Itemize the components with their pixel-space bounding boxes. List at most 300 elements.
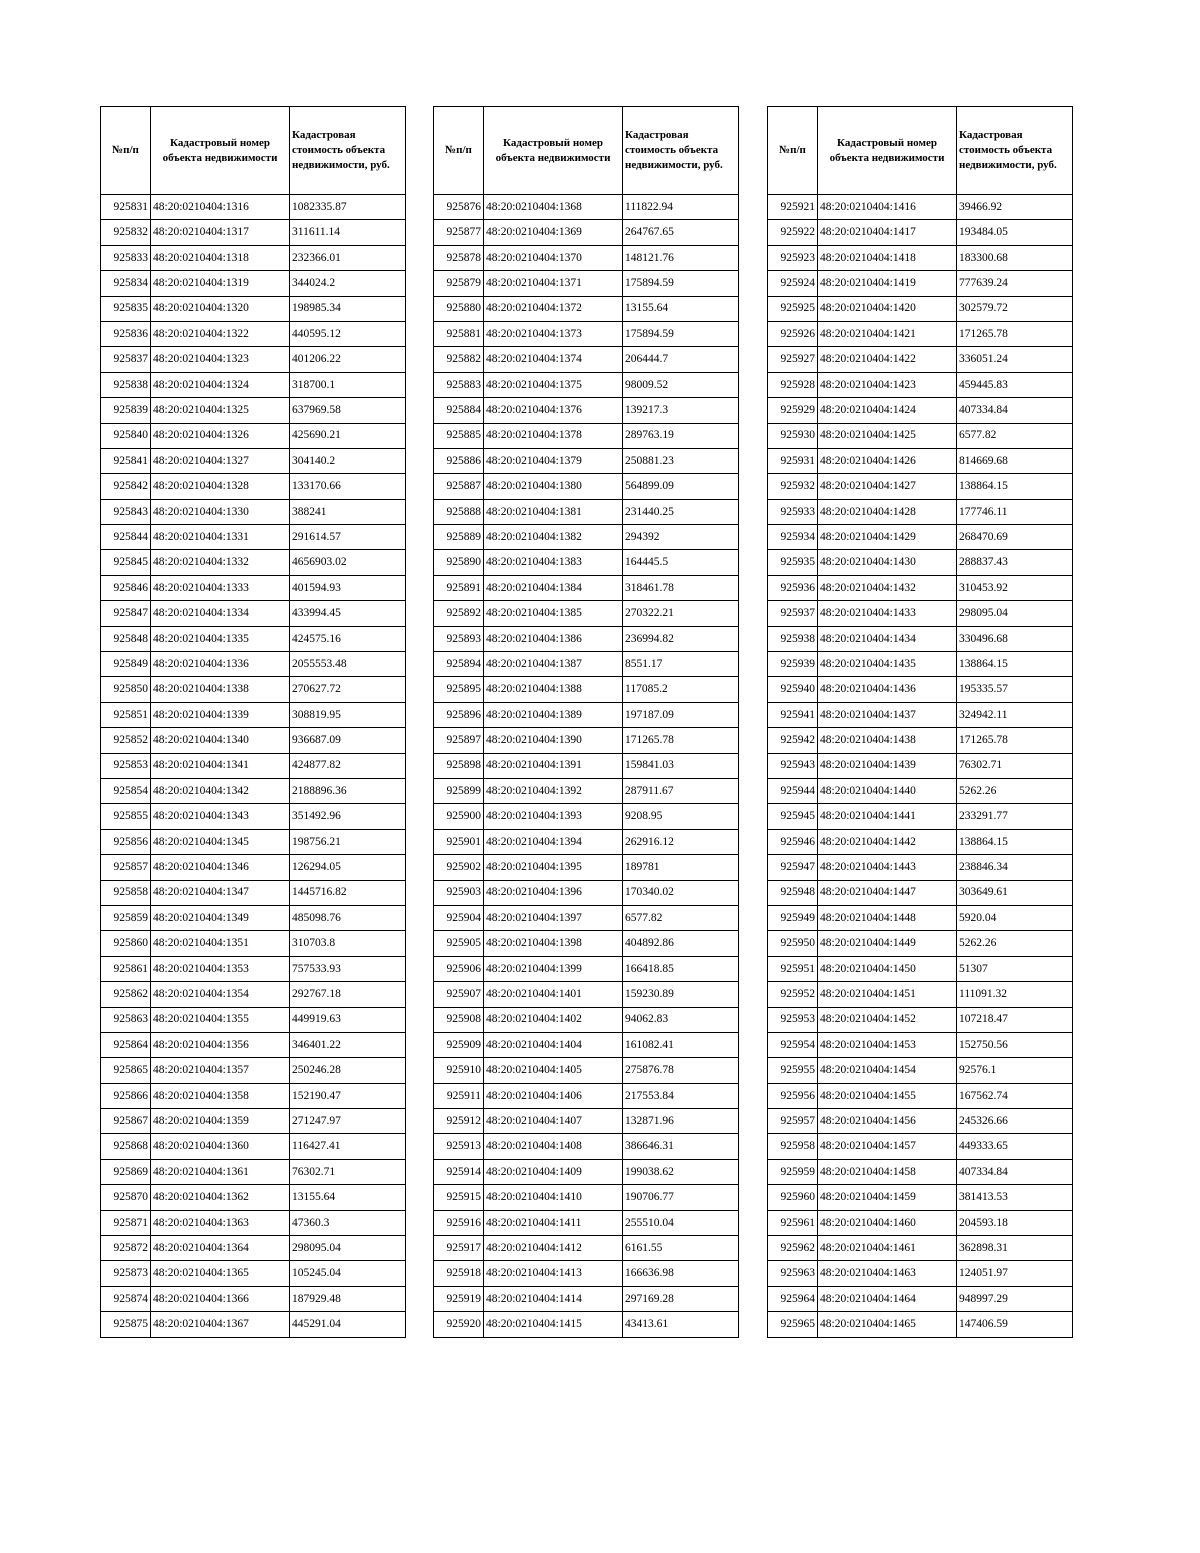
table-row <box>768 1210 1073 1235</box>
row-number: 925837 <box>101 347 151 372</box>
table-row <box>768 982 1073 1007</box>
cadastral-value: 193484.05 <box>957 220 1073 245</box>
row-number: 925913 <box>434 1134 484 1159</box>
row-number: 925959 <box>768 1159 818 1184</box>
cadastral-value: 189781 <box>623 855 739 880</box>
cadastral-number: 48:20:0210404:1332 <box>151 550 290 575</box>
row-number: 925861 <box>101 956 151 981</box>
table-row <box>101 905 406 930</box>
cadastral-number: 48:20:0210404:1399 <box>484 956 623 981</box>
row-number: 925852 <box>101 728 151 753</box>
cadastral-number: 48:20:0210404:1336 <box>151 652 290 677</box>
cadastral-value: 43413.61 <box>623 1312 739 1337</box>
cadastral-number: 48:20:0210404:1333 <box>151 575 290 600</box>
cadastral-number: 48:20:0210404:1432 <box>818 575 957 600</box>
cadastral-number: 48:20:0210404:1338 <box>151 677 290 702</box>
cadastral-value: 344024.2 <box>290 271 406 296</box>
row-number: 925958 <box>768 1134 818 1159</box>
row-number: 925937 <box>768 601 818 626</box>
row-number: 925889 <box>434 525 484 550</box>
cadastral-number: 48:20:0210404:1390 <box>484 728 623 753</box>
table-row <box>434 1210 739 1235</box>
table-row <box>101 1312 406 1337</box>
cadastral-value: 161082.41 <box>623 1032 739 1057</box>
row-number: 925931 <box>768 448 818 473</box>
table-row <box>768 880 1073 905</box>
cadastral-value: 139217.3 <box>623 398 739 423</box>
table-row <box>434 778 739 803</box>
row-number: 925949 <box>768 905 818 930</box>
cadastral-number: 48:20:0210404:1316 <box>151 195 290 220</box>
cadastral-number: 48:20:0210404:1437 <box>818 702 957 727</box>
cadastral-number: 48:20:0210404:1427 <box>818 474 957 499</box>
header-cadastral-value: Кадастровая стоимость объекта недвижимости, руб. <box>623 107 739 195</box>
row-number: 925933 <box>768 499 818 524</box>
table-row <box>101 575 406 600</box>
cadastral-value: 183300.68 <box>957 245 1073 270</box>
row-number: 925855 <box>101 804 151 829</box>
cadastral-value: 171265.78 <box>623 728 739 753</box>
row-number: 925882 <box>434 347 484 372</box>
row-number: 925895 <box>434 677 484 702</box>
cadastral-value: 164445.5 <box>623 550 739 575</box>
cadastral-number: 48:20:0210404:1395 <box>484 855 623 880</box>
cadastral-value: 459445.83 <box>957 372 1073 397</box>
table-row <box>434 321 739 346</box>
cadastral-value: 6577.82 <box>957 423 1073 448</box>
cadastral-value: 199038.62 <box>623 1159 739 1184</box>
header-num: №п/п <box>768 107 818 195</box>
cadastral-number: 48:20:0210404:1421 <box>818 321 957 346</box>
cadastral-value: 147406.59 <box>957 1312 1073 1337</box>
table-row <box>768 1058 1073 1083</box>
cadastral-value: 236994.82 <box>623 626 739 651</box>
cadastral-value: 5262.26 <box>957 778 1073 803</box>
row-number: 925845 <box>101 550 151 575</box>
cadastral-number: 48:20:0210404:1324 <box>151 372 290 397</box>
cadastral-number: 48:20:0210404:1394 <box>484 829 623 854</box>
table-row <box>768 1312 1073 1337</box>
row-number: 925853 <box>101 753 151 778</box>
cadastral-number: 48:20:0210404:1378 <box>484 423 623 448</box>
row-number: 925878 <box>434 245 484 270</box>
cadastral-table-1 <box>100 106 406 1338</box>
cadastral-value: 198985.34 <box>290 296 406 321</box>
table-row <box>768 347 1073 372</box>
cadastral-value: 166418.85 <box>623 956 739 981</box>
row-number: 925907 <box>434 982 484 1007</box>
table-row <box>434 423 739 448</box>
table-row <box>434 575 739 600</box>
row-number: 925902 <box>434 855 484 880</box>
cadastral-value: 177746.11 <box>957 499 1073 524</box>
row-number: 925876 <box>434 195 484 220</box>
row-number: 925934 <box>768 525 818 550</box>
cadastral-number: 48:20:0210404:1452 <box>818 1007 957 1032</box>
table-row <box>101 398 406 423</box>
table-row <box>101 1210 406 1235</box>
cadastral-value: 318461.78 <box>623 575 739 600</box>
cadastral-value: 407334.84 <box>957 1159 1073 1184</box>
row-number: 925884 <box>434 398 484 423</box>
table-row <box>434 195 739 220</box>
row-number: 925904 <box>434 905 484 930</box>
table-row <box>101 601 406 626</box>
cadastral-number: 48:20:0210404:1379 <box>484 448 623 473</box>
table-row <box>768 1261 1073 1286</box>
row-number: 925963 <box>768 1261 818 1286</box>
cadastral-number: 48:20:0210404:1423 <box>818 372 957 397</box>
row-number: 925938 <box>768 626 818 651</box>
row-number: 925867 <box>101 1109 151 1134</box>
row-number: 925925 <box>768 296 818 321</box>
row-number: 925873 <box>101 1261 151 1286</box>
cadastral-number: 48:20:0210404:1415 <box>484 1312 623 1337</box>
row-number: 925919 <box>434 1286 484 1311</box>
cadastral-number: 48:20:0210404:1458 <box>818 1159 957 1184</box>
cadastral-number: 48:20:0210404:1345 <box>151 829 290 854</box>
row-number: 925900 <box>434 804 484 829</box>
cadastral-number: 48:20:0210404:1397 <box>484 905 623 930</box>
table-row <box>768 956 1073 981</box>
row-number: 925866 <box>101 1083 151 1108</box>
cadastral-number: 48:20:0210404:1325 <box>151 398 290 423</box>
cadastral-value: 4656903.02 <box>290 550 406 575</box>
table-row <box>434 982 739 1007</box>
table-row <box>101 550 406 575</box>
cadastral-number: 48:20:0210404:1323 <box>151 347 290 372</box>
cadastral-value: 407334.84 <box>957 398 1073 423</box>
cadastral-value: 308819.95 <box>290 702 406 727</box>
cadastral-number: 48:20:0210404:1393 <box>484 804 623 829</box>
cadastral-number: 48:20:0210404:1401 <box>484 982 623 1007</box>
table-row <box>101 1083 406 1108</box>
row-number: 925858 <box>101 880 151 905</box>
cadastral-value: 948997.29 <box>957 1286 1073 1311</box>
table-row <box>768 1032 1073 1057</box>
cadastral-number: 48:20:0210404:1327 <box>151 448 290 473</box>
table-row <box>101 1032 406 1057</box>
table-row <box>101 1007 406 1032</box>
cadastral-number: 48:20:0210404:1408 <box>484 1134 623 1159</box>
cadastral-number: 48:20:0210404:1371 <box>484 271 623 296</box>
row-number: 925962 <box>768 1236 818 1261</box>
row-number: 925851 <box>101 702 151 727</box>
row-number: 925875 <box>101 1312 151 1337</box>
header-num: №п/п <box>434 107 484 195</box>
cadastral-number: 48:20:0210404:1430 <box>818 550 957 575</box>
table-row <box>434 804 739 829</box>
row-number: 925850 <box>101 677 151 702</box>
table-row <box>434 855 739 880</box>
table-row <box>434 347 739 372</box>
cadastral-value: 386646.31 <box>623 1134 739 1159</box>
cadastral-number: 48:20:0210404:1433 <box>818 601 957 626</box>
cadastral-number: 48:20:0210404:1418 <box>818 245 957 270</box>
cadastral-value: 271247.97 <box>290 1109 406 1134</box>
cadastral-number: 48:20:0210404:1347 <box>151 880 290 905</box>
cadastral-number: 48:20:0210404:1364 <box>151 1236 290 1261</box>
cadastral-number: 48:20:0210404:1334 <box>151 601 290 626</box>
cadastral-value: 47360.3 <box>290 1210 406 1235</box>
cadastral-value: 425690.21 <box>290 423 406 448</box>
row-number: 925945 <box>768 804 818 829</box>
cadastral-value: 116427.41 <box>290 1134 406 1159</box>
row-number: 925915 <box>434 1185 484 1210</box>
row-number: 925887 <box>434 474 484 499</box>
cadastral-value: 275876.78 <box>623 1058 739 1083</box>
cadastral-number: 48:20:0210404:1381 <box>484 499 623 524</box>
cadastral-value: 433994.45 <box>290 601 406 626</box>
table-row <box>768 677 1073 702</box>
table-row <box>768 804 1073 829</box>
header-num: №п/п <box>101 107 151 195</box>
row-number: 925843 <box>101 499 151 524</box>
table-row <box>101 372 406 397</box>
cadastral-value: 51307 <box>957 956 1073 981</box>
cadastral-number: 48:20:0210404:1351 <box>151 931 290 956</box>
cadastral-value: 298095.04 <box>290 1236 406 1261</box>
cadastral-value: 159230.89 <box>623 982 739 1007</box>
table-row <box>768 778 1073 803</box>
cadastral-value: 302579.72 <box>957 296 1073 321</box>
table-row <box>101 880 406 905</box>
cadastral-value: 381413.53 <box>957 1185 1073 1210</box>
cadastral-number: 48:20:0210404:1354 <box>151 982 290 1007</box>
table-row <box>101 626 406 651</box>
row-number: 925836 <box>101 321 151 346</box>
table-row <box>101 1058 406 1083</box>
table-row <box>768 245 1073 270</box>
table-row <box>434 905 739 930</box>
cadastral-number: 48:20:0210404:1365 <box>151 1261 290 1286</box>
row-number: 925957 <box>768 1109 818 1134</box>
cadastral-value: 324942.11 <box>957 702 1073 727</box>
row-number: 925918 <box>434 1261 484 1286</box>
cadastral-number: 48:20:0210404:1320 <box>151 296 290 321</box>
row-number: 925927 <box>768 347 818 372</box>
cadastral-value: 270322.21 <box>623 601 739 626</box>
row-number: 925879 <box>434 271 484 296</box>
cadastral-value: 404892.86 <box>623 931 739 956</box>
table-header-row <box>434 107 739 195</box>
cadastral-value: 292767.18 <box>290 982 406 1007</box>
cadastral-value: 310703.8 <box>290 931 406 956</box>
cadastral-number: 48:20:0210404:1460 <box>818 1210 957 1235</box>
cadastral-number: 48:20:0210404:1454 <box>818 1058 957 1083</box>
row-number: 925910 <box>434 1058 484 1083</box>
cadastral-number: 48:20:0210404:1367 <box>151 1312 290 1337</box>
cadastral-value: 318700.1 <box>290 372 406 397</box>
table-row <box>101 423 406 448</box>
cadastral-number: 48:20:0210404:1402 <box>484 1007 623 1032</box>
row-number: 925840 <box>101 423 151 448</box>
cadastral-value: 98009.52 <box>623 372 739 397</box>
cadastral-value: 94062.83 <box>623 1007 739 1032</box>
table-row <box>101 778 406 803</box>
cadastral-number: 48:20:0210404:1384 <box>484 575 623 600</box>
cadastral-value: 245326.66 <box>957 1109 1073 1134</box>
cadastral-number: 48:20:0210404:1330 <box>151 499 290 524</box>
cadastral-value: 159841.03 <box>623 753 739 778</box>
cadastral-value: 117085.2 <box>623 677 739 702</box>
table-row <box>434 499 739 524</box>
row-number: 925906 <box>434 956 484 981</box>
cadastral-number: 48:20:0210404:1410 <box>484 1185 623 1210</box>
row-number: 925947 <box>768 855 818 880</box>
row-number: 925954 <box>768 1032 818 1057</box>
cadastral-number: 48:20:0210404:1441 <box>818 804 957 829</box>
table-row <box>434 626 739 651</box>
table-row <box>768 1109 1073 1134</box>
table-row <box>101 652 406 677</box>
table-row <box>768 448 1073 473</box>
table-row <box>434 1185 739 1210</box>
table-row <box>434 448 739 473</box>
row-number: 925870 <box>101 1185 151 1210</box>
table-row <box>768 652 1073 677</box>
cadastral-number: 48:20:0210404:1383 <box>484 550 623 575</box>
cadastral-number: 48:20:0210404:1451 <box>818 982 957 1007</box>
cadastral-number: 48:20:0210404:1370 <box>484 245 623 270</box>
row-number: 925880 <box>434 296 484 321</box>
row-number: 925898 <box>434 753 484 778</box>
cadastral-number: 48:20:0210404:1388 <box>484 677 623 702</box>
cadastral-value: 1445716.82 <box>290 880 406 905</box>
row-number: 925862 <box>101 982 151 1007</box>
cadastral-number: 48:20:0210404:1424 <box>818 398 957 423</box>
cadastral-number: 48:20:0210404:1317 <box>151 220 290 245</box>
cadastral-value: 171265.78 <box>957 728 1073 753</box>
cadastral-value: 167562.74 <box>957 1083 1073 1108</box>
cadastral-value: 39466.92 <box>957 195 1073 220</box>
cadastral-value: 8551.17 <box>623 652 739 677</box>
header-cadastral-number: Кадастровый номер объекта недвижимости <box>484 107 623 195</box>
table-row <box>101 702 406 727</box>
cadastral-value: 5262.26 <box>957 931 1073 956</box>
cadastral-value: 92576.1 <box>957 1058 1073 1083</box>
table-row <box>768 195 1073 220</box>
table-row <box>101 1236 406 1261</box>
cadastral-value: 138864.15 <box>957 652 1073 677</box>
row-number: 925859 <box>101 905 151 930</box>
row-number: 925912 <box>434 1109 484 1134</box>
cadastral-number: 48:20:0210404:1438 <box>818 728 957 753</box>
table-row <box>101 1109 406 1134</box>
cadastral-value: 485098.76 <box>290 905 406 930</box>
table-row <box>768 626 1073 651</box>
row-number: 925863 <box>101 1007 151 1032</box>
cadastral-value: 936687.09 <box>290 728 406 753</box>
table-row <box>768 550 1073 575</box>
cadastral-value: 445291.04 <box>290 1312 406 1337</box>
cadastral-value: 148121.76 <box>623 245 739 270</box>
cadastral-value: 197187.09 <box>623 702 739 727</box>
row-number: 925894 <box>434 652 484 677</box>
cadastral-value: 288837.43 <box>957 550 1073 575</box>
cadastral-number: 48:20:0210404:1449 <box>818 931 957 956</box>
cadastral-number: 48:20:0210404:1436 <box>818 677 957 702</box>
table-row <box>768 855 1073 880</box>
cadastral-value: 2055553.48 <box>290 652 406 677</box>
cadastral-value: 424575.16 <box>290 626 406 651</box>
table-row <box>768 321 1073 346</box>
table-row <box>434 1058 739 1083</box>
table-row <box>434 1083 739 1108</box>
header-cadastral-value: Кадастровая стоимость объекта недвижимости, руб. <box>957 107 1073 195</box>
cadastral-number: 48:20:0210404:1353 <box>151 956 290 981</box>
table-row <box>434 1286 739 1311</box>
table-row <box>768 372 1073 397</box>
table-row <box>101 1185 406 1210</box>
header-cadastral-value: Кадастровая стоимость объекта недвижимости, руб. <box>290 107 406 195</box>
row-number: 925893 <box>434 626 484 651</box>
row-number: 925885 <box>434 423 484 448</box>
cadastral-number: 48:20:0210404:1382 <box>484 525 623 550</box>
table-row <box>101 321 406 346</box>
cadastral-number: 48:20:0210404:1363 <box>151 1210 290 1235</box>
cadastral-value: 105245.04 <box>290 1261 406 1286</box>
cadastral-number: 48:20:0210404:1362 <box>151 1185 290 1210</box>
row-number: 925856 <box>101 829 151 854</box>
table-row <box>434 1032 739 1057</box>
table-row <box>434 245 739 270</box>
row-number: 925943 <box>768 753 818 778</box>
header-cadastral-number: Кадастровый номер объекта недвижимости <box>151 107 290 195</box>
cadastral-number: 48:20:0210404:1448 <box>818 905 957 930</box>
cadastral-value: 637969.58 <box>290 398 406 423</box>
cadastral-table-3 <box>767 106 1073 1338</box>
row-number: 925835 <box>101 296 151 321</box>
cadastral-value: 264767.65 <box>623 220 739 245</box>
table-row <box>101 931 406 956</box>
row-number: 925854 <box>101 778 151 803</box>
row-number: 925857 <box>101 855 151 880</box>
cadastral-number: 48:20:0210404:1407 <box>484 1109 623 1134</box>
cadastral-value: 175894.59 <box>623 321 739 346</box>
cadastral-value: 401594.93 <box>290 575 406 600</box>
table-row <box>434 931 739 956</box>
cadastral-number: 48:20:0210404:1349 <box>151 905 290 930</box>
cadastral-number: 48:20:0210404:1386 <box>484 626 623 651</box>
row-number: 925923 <box>768 245 818 270</box>
table-row <box>434 601 739 626</box>
table-row <box>768 1134 1073 1159</box>
cadastral-value: 250881.23 <box>623 448 739 473</box>
row-number: 925946 <box>768 829 818 854</box>
cadastral-number: 48:20:0210404:1322 <box>151 321 290 346</box>
cadastral-value: 262916.12 <box>623 829 739 854</box>
row-number: 925848 <box>101 626 151 651</box>
table-row <box>768 829 1073 854</box>
cadastral-value: 107218.47 <box>957 1007 1073 1032</box>
cadastral-value: 564899.09 <box>623 474 739 499</box>
cadastral-number: 48:20:0210404:1355 <box>151 1007 290 1032</box>
cadastral-value: 206444.7 <box>623 347 739 372</box>
cadastral-value: 170340.02 <box>623 880 739 905</box>
cadastral-number: 48:20:0210404:1455 <box>818 1083 957 1108</box>
cadastral-value: 231440.25 <box>623 499 739 524</box>
table-row <box>768 1083 1073 1108</box>
cadastral-number: 48:20:0210404:1361 <box>151 1159 290 1184</box>
cadastral-value: 449333.65 <box>957 1134 1073 1159</box>
row-number: 925842 <box>101 474 151 499</box>
cadastral-value: 126294.05 <box>290 855 406 880</box>
row-number: 925839 <box>101 398 151 423</box>
cadastral-table-2 <box>433 106 739 1338</box>
row-number: 925831 <box>101 195 151 220</box>
cadastral-number: 48:20:0210404:1405 <box>484 1058 623 1083</box>
